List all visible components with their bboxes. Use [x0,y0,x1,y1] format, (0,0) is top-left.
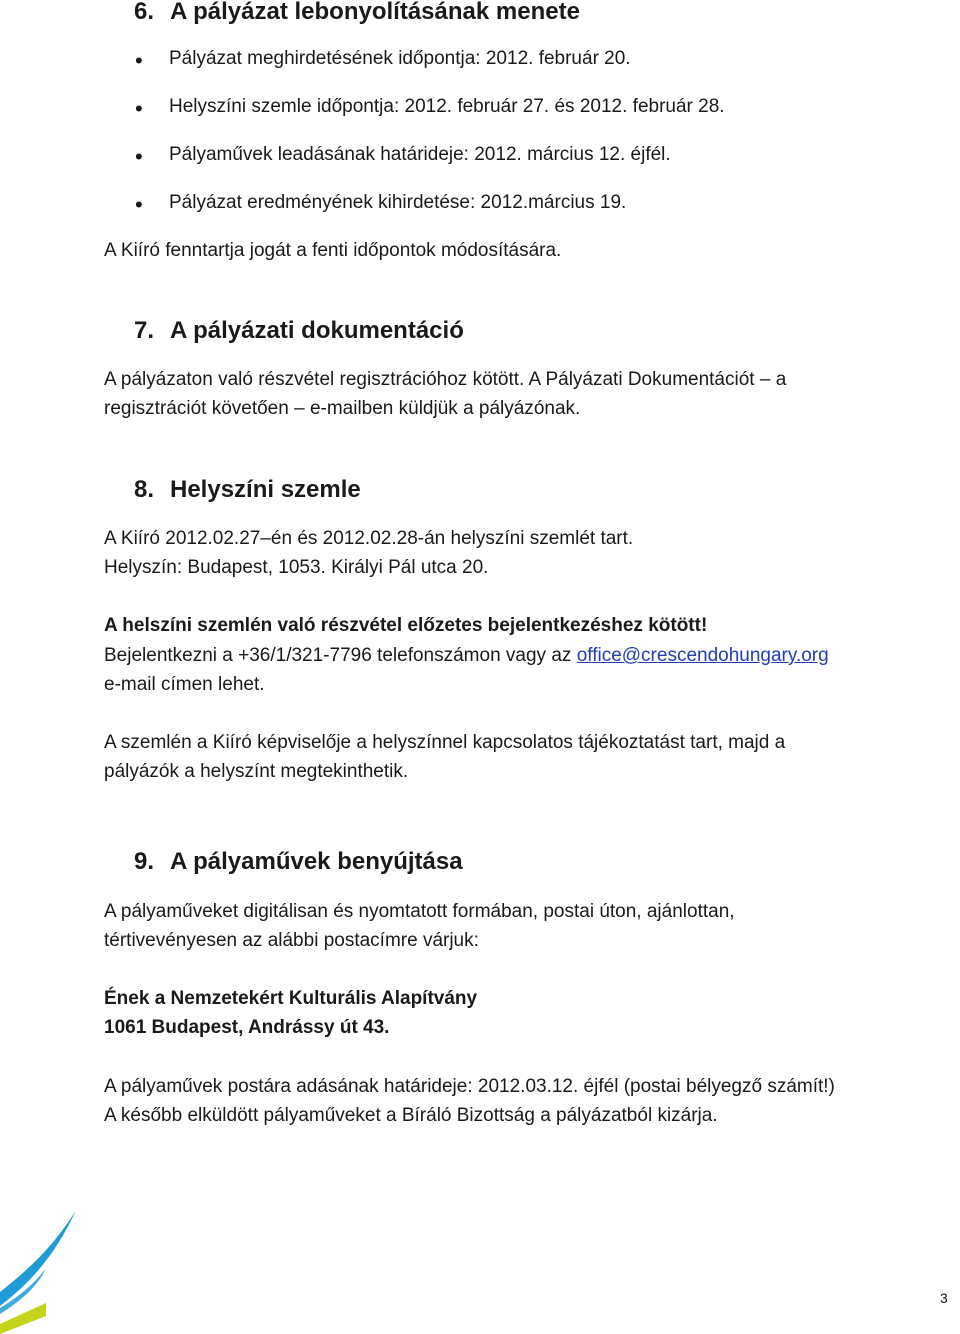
logo-icon [0,1200,80,1334]
section-8-paragraph-line: pályázók a helyszínt megtekinthetik. [104,761,409,782]
section-9-paragraph-line: tértivevényesen az alábbi postacímre várjuk: [104,930,479,951]
list-item: Pályaművek leadásának határideje: 2012. március 12. éjfél. [169,144,671,165]
section-8-number: 8. [134,476,155,503]
section-8-date-line: A Kiíró 2012.02.27–én és 2012.02.28-án helyszíni szemlét tart. [104,528,634,549]
address-name: Ének a Nemzetekért Kulturális Alapítvány [104,988,478,1009]
section-7-title: A pályázati dokumentáció [170,317,464,344]
section-6-number: 6. [134,0,155,25]
bullet-icon: • [135,96,143,121]
list-item: Pályázat meghirdetésének időpontja: 2012. február 20. [169,48,631,69]
bullet-icon: • [135,192,143,217]
section-8-title: Helyszíni szemle [170,476,361,503]
address-street: 1061 Budapest, Andrássy út 43. [104,1017,390,1038]
section-6-note: A Kiíró fenntartja jogát a fenti időpontok módosítására. [104,240,562,261]
bullet-icon: • [135,144,143,169]
section-7-number: 7. [134,317,155,344]
section-7-text-line: regisztrációt követően – e-mailben küldjük a pályázónak. [104,398,581,419]
page-number: 3 [940,1290,948,1306]
deadline-line: A pályaművek postára adásának határideje: 2012.03.12. éjfél (postai bélyegző számít!) [104,1076,835,1097]
bullet-icon: • [135,48,143,73]
contact-text: Bejelentkezni a +36/1/321-7796 telefonszámon vagy az [104,645,577,666]
section-8-location-line: Helyszín: Budapest, 1053. Királyi Pál utca 20. [104,557,489,578]
list-item: Pályázat eredményének kihirdetése: 2012.március 19. [169,192,627,213]
section-9-title: A pályaművek benyújtása [170,848,463,875]
section-9-number: 9. [134,848,155,875]
section-8-contact-line-end: e-mail címen lehet. [104,674,265,695]
section-6-title: A pályázat lebonyolításának menete [170,0,580,25]
list-item: Helyszíni szemle időpontja: 2012. február 27. és 2012. február 28. [169,96,725,117]
email-link[interactable]: office@crescendohungary.org [576,645,829,666]
deadline-line: A később elküldött pályaműveket a Bíráló Bizottság a pályázatból kizárja. [104,1105,718,1126]
section-8-paragraph-line: A szemlén a Kiíró képviselője a helyszínnel kapcsolatos tájékoztatást tart, majd a [104,732,786,753]
section-7-text-line: A pályázaton való részvétel regisztrációhoz kötött. A Pályázati Dokumentációt – a [104,369,787,390]
section-9-paragraph-line: A pályaműveket digitálisan és nyomtatott formában, postai úton, ajánlottan, [104,901,735,922]
section-8-contact-line [104,645,829,667]
section-8-registration-notice: A helszíni szemlén való részvétel előzetes bejelentkezéshez kötött! [104,615,708,636]
